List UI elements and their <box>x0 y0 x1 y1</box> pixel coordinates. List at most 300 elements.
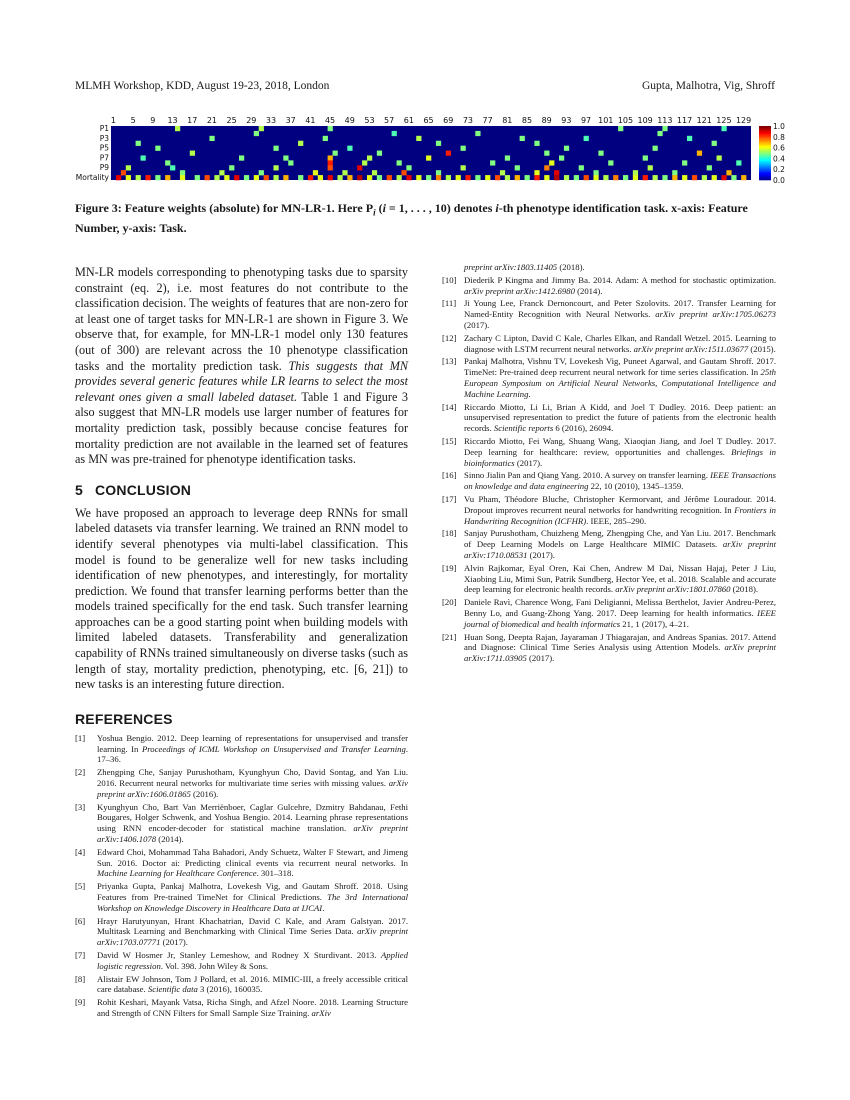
heatmap-cell <box>175 126 180 131</box>
heatmap-cell <box>436 141 441 146</box>
heatmap-cell <box>337 175 342 180</box>
reference-text: Rohit Keshari, Mayank Vatsa, Richa Singh, and Afzel Noore. 2018. Learning Structure and Strength of CNN Filters for Small Sample Size Training. <box>97 997 408 1018</box>
heatmap-cell <box>534 175 539 180</box>
heatmap-cell <box>372 170 377 175</box>
heatmap-cell <box>721 126 726 131</box>
reference-tail: (2014). <box>156 834 184 845</box>
y-tick-label: P5 <box>99 143 109 153</box>
heatmap-cell <box>264 175 269 180</box>
reference-item <box>442 402 776 434</box>
heatmap-cell <box>446 151 451 156</box>
heatmap-cell <box>461 165 466 170</box>
heatmap-cell <box>259 126 264 131</box>
heatmap-cell <box>618 126 623 131</box>
reference-item <box>442 262 776 273</box>
reference-tail: (2016). <box>190 788 219 799</box>
heatmap-cell <box>544 175 549 180</box>
heatmap-cell <box>180 170 185 175</box>
feature-weights-heatmap <box>75 112 785 184</box>
reference-tail: (2017). <box>527 549 555 560</box>
results-paragraph <box>75 265 408 468</box>
reference-number: [13] <box>442 356 457 367</box>
heatmap-cell <box>288 160 293 165</box>
heatmap-cell <box>613 175 618 180</box>
reference-venue: arXiv preprint arXiv:1606.01865 <box>97 778 408 799</box>
reference-venue: arXiv preprint arXiv:1710.08531 <box>464 539 776 560</box>
reference-venue: Briefings in bioinformatics <box>464 446 776 468</box>
x-tick-label: 53 <box>364 116 375 125</box>
reference-number: [2] <box>75 767 86 778</box>
x-tick-label: 85 <box>521 116 533 125</box>
heatmap-cell <box>653 175 658 180</box>
references-list-left <box>75 733 408 1019</box>
heatmap-background <box>111 126 751 180</box>
reference-venue: arXiv preprint arXiv:1703.07771 <box>97 926 408 948</box>
reference-text: Hrayr Harutyunyan, Hrant Khachatrian, David C Kale, and Aram Galstyan. 2017. Multitask Learning and Benchmarking with Clinical Time Series Data. <box>97 915 408 937</box>
heatmap-cell <box>190 151 195 156</box>
section-number: 5 <box>75 481 83 498</box>
heatmap-cell <box>406 165 411 170</box>
reference-text: Sinno Jialin Pan and Qiang Yang. 2010. A survey on transfer learning. <box>464 470 711 481</box>
reference-tail: 21, 1 (2017), 4–21. <box>620 618 689 629</box>
heatmap-cell <box>328 126 333 131</box>
reference-item <box>442 563 776 595</box>
reference-text: Zhengping Che, Sanjay Purushotham, Kyunghyun Cho, David Sontag, and Yan Liu. 2016. Recurrent neural networks for multivariate time series with missing values. <box>97 767 408 789</box>
heatmap-cell <box>416 136 421 141</box>
reference-venue: Frontiers in Handwriting Recognition (ICFHR) <box>464 504 776 526</box>
reference-venue: Proceedings of ICML Workshop on Unsupervised and Transfer Learning <box>141 743 406 754</box>
heatmap-cell <box>702 175 707 180</box>
heatmap-cell <box>559 155 564 160</box>
heatmap-cell <box>155 146 160 151</box>
heatmap-cell <box>692 175 697 180</box>
x-tick-label: 81 <box>502 116 513 125</box>
reference-item <box>442 275 776 297</box>
heatmap-cell <box>564 175 569 180</box>
x-tick-label: 109 <box>637 116 653 125</box>
y-tick-label: P9 <box>99 163 109 173</box>
heatmap-cell <box>283 155 288 160</box>
heatmap-cell <box>731 175 736 180</box>
heatmap-cell <box>313 170 318 175</box>
heatmap-cell <box>328 155 333 160</box>
heatmap-cell <box>593 170 598 175</box>
reference-tail: . 301–318. <box>256 868 294 879</box>
colorbar-tick-label: 1.0 <box>773 122 785 131</box>
heatmap-cell <box>633 170 638 175</box>
x-tick-label: 121 <box>696 116 712 125</box>
reference-item <box>75 767 408 799</box>
colorbar-segment <box>759 179 771 181</box>
heatmap-cell <box>273 165 278 170</box>
heatmap-cell <box>515 165 520 170</box>
reference-number: [8] <box>75 973 86 984</box>
reference-tail: . IEEE, 285–290. <box>586 515 647 526</box>
heatmap-cell <box>554 170 559 175</box>
reference-venue: arXiv preprint arXiv:1412.6980 <box>464 285 575 296</box>
caption-i: i <box>382 201 386 215</box>
heatmap-cell <box>662 175 667 180</box>
heatmap-cell <box>495 175 500 180</box>
reference-venue: arXiv preprint arXiv:1705.06273 <box>655 309 776 320</box>
reference-item <box>442 470 776 492</box>
heatmap-cell <box>603 175 608 180</box>
heatmap-cell <box>687 136 692 141</box>
heatmap-cell <box>436 175 441 180</box>
heatmap-cell <box>180 175 185 180</box>
heatmap-cell <box>116 175 121 180</box>
reference-venue: Scientific data <box>147 984 198 995</box>
reference-number: [19] <box>442 562 457 573</box>
reference-text: Edward Choi, Mohammad Taha Bahadori, Andy Schuetz, Walter F Stewart, and Jimeng Sun. 2016. Doctor ai: Predicting clinical events via recurrent neural networks. In <box>97 846 408 868</box>
references-heading: REFERENCES <box>75 710 173 727</box>
heatmap-cell <box>741 175 746 180</box>
heatmap-cell <box>165 175 170 180</box>
reference-venue: arXiv preprint arXiv:1406.1078 <box>97 823 408 845</box>
reference-item <box>442 632 776 664</box>
x-tick-label: 57 <box>384 116 395 125</box>
right-column <box>442 262 776 666</box>
x-tick-label: 117 <box>676 116 693 125</box>
caption-text3: = 1, . . . , 10) denotes <box>385 201 496 215</box>
x-tick-label: 105 <box>617 116 634 125</box>
reference-tail: (2017). <box>514 457 543 468</box>
section-5-heading <box>75 482 408 498</box>
reference-number: [21] <box>442 631 457 642</box>
colorbar-tick-label: 0.6 <box>773 143 785 153</box>
reference-tail: 6 (2016), 26094. <box>553 423 614 434</box>
x-tick-label: 61 <box>403 116 414 125</box>
conclusion-paragraph: We have proposed an approach to leverage deep RNNs for small labeled datasets via transfer learning. We trained an RNN model to identify several phenotypes via multi-label classification. This model is found to be generalize well for new tasks including identification of new phenotypes, and interestingly, for mortality prediction. We found that transfer learning performs better than the models trained specifically for the end task. Such transfer learning approaches can be a good starting point when building models with limited labeled datasets. Transferability and generalization capability of RNNs trained simultaneously on diverse tasks (such as length of stay, mortality prediction, phenotyping, etc. [6, 21]) to new tasks is an interesting future direction. <box>75 505 408 692</box>
reference-item <box>75 733 408 765</box>
x-tick-label: 65 <box>423 116 434 125</box>
heatmap-cell <box>397 175 402 180</box>
reference-venue: arXiv preprint arXiv:1511.03677 <box>633 343 749 354</box>
reference-venue: Machine Learning for Healthcare Conference <box>97 868 257 879</box>
heatmap-cell <box>593 175 598 180</box>
reference-tail: (2018). <box>557 262 585 272</box>
heatmap-cell <box>298 175 303 180</box>
heatmap-cell <box>653 146 658 151</box>
reference-tail: . 17–36. <box>97 743 408 765</box>
reference-venue: Scientific reports <box>493 423 554 434</box>
x-tick-label: 49 <box>344 116 355 125</box>
heatmap-cell <box>333 151 338 156</box>
reference-text: Alvin Rajkomar, Eyal Oren, Kai Chen, Andrew M Dai, Nissan Hajaj, Peter J Liu, Xiaobing Liu, Mimi Sun, Patrik Sundberg, Hector Yee, et al. 2018. Scalable and accurate deep learning for electronic health records. <box>464 562 776 595</box>
heatmap-cell <box>672 175 677 180</box>
x-tick-label: 21 <box>206 116 218 125</box>
reference-text: Daniele Ravì, Charence Wong, Fani Deligianni, Melissa Berthelot, Javier Andreu-Perez, Benny Lo, and Guang-Zhong Yang. 2017. Deep learning for health informatics. <box>464 597 776 618</box>
heatmap-cell <box>520 136 525 141</box>
heatmap-cell <box>141 155 146 160</box>
colorbar-tick-label: 0.4 <box>773 154 785 164</box>
reference-venue: arXiv <box>311 1007 331 1018</box>
reference-tail: . Vol. 398. John Wiley & Sons. <box>160 960 269 971</box>
reference-tail: (2015). <box>748 343 776 354</box>
colorbar-tick-label: 0.8 <box>773 132 785 142</box>
reference-text: Alistair EW Johnson, Tom J Pollard, et al. 2016. MIMIC-III, a freely accessible critical care database. <box>97 973 408 995</box>
heatmap-cell <box>475 131 480 136</box>
reference-item <box>442 528 776 560</box>
heatmap-cell <box>525 175 530 180</box>
reference-item <box>442 436 776 468</box>
heatmap-cell <box>397 160 402 165</box>
para1-b: Table 1 and Figure 3 also suggest that MN-LR models use larger number of features for mortality prediction task, possibly because concise features for mortality prediction are not available in the learned set of features as MN was pre-trained for phenotype identification tasks. <box>75 389 408 467</box>
reference-text: Ji Young Lee, Franck Dernoncourt, and Peter Szolovits. 2017. Transfer Learning for Named-Entity Recognition with Neural Networks. <box>464 298 776 320</box>
heatmap-cell <box>195 175 200 180</box>
heatmap-cell <box>554 175 559 180</box>
reference-tail: (2018). <box>730 584 759 595</box>
heatmap-cell <box>485 175 490 180</box>
heatmap-cell <box>357 175 362 180</box>
heatmap-cell <box>136 175 141 180</box>
reference-text: Pankaj Malhotra, Vishnu TV, Lovekesh Vig, Puneet Agarwal, and Gautam Shroff. 2017. TimeNet: Pre-trained deep recurrent neural network for time series classification. In <box>464 356 776 378</box>
reference-venue: IEEE journal of biomedical and health informatics <box>464 607 776 629</box>
reference-text: Yoshua Bengio. 2012. Deep learning of representations for unsupervised and transfer learning. In <box>97 732 408 754</box>
reference-number: [16] <box>442 470 457 481</box>
caption-text2: ( <box>375 201 383 215</box>
x-tick-label: 93 <box>561 116 572 125</box>
heatmap-cell <box>342 170 347 175</box>
heatmap-cell <box>392 131 397 136</box>
heatmap-cell <box>643 175 648 180</box>
reference-tail: (2017). <box>160 937 188 948</box>
x-tick-label: 69 <box>443 116 454 125</box>
heatmap-cell <box>643 155 648 160</box>
reference-text: Riccardo Miotto, Li Li, Brian A Kidd, and Joel T Dudley. 2016. Deep patient: an unsupervised representation to predict the future of patients from the electronic health records. <box>464 401 776 434</box>
x-tick-label: 101 <box>598 116 614 125</box>
heatmap-cell <box>707 165 712 170</box>
x-tick-label: 89 <box>541 116 552 125</box>
reference-number: [7] <box>75 949 86 960</box>
heatmap-cell <box>273 175 278 180</box>
reference-number: [17] <box>442 493 457 504</box>
heatmap-cell <box>544 151 549 156</box>
reference-item <box>75 974 408 996</box>
reference-venue: arXiv preprint arXiv:1711.03905 <box>464 642 776 664</box>
heatmap-cell <box>367 155 372 160</box>
heatmap-cell <box>229 165 234 170</box>
reference-number: [18] <box>442 528 457 539</box>
heatmap-cell <box>436 170 441 175</box>
reference-venue: The 3rd International Workshop on Knowledge Discovery in Healthcare Data at IJCAI <box>97 892 408 913</box>
heatmap-cell <box>712 141 717 146</box>
heatmap-cell <box>234 175 239 180</box>
reference-tail: 22, 10 (2010), 1345–1359. <box>588 481 684 492</box>
reference-tail: (2017). <box>526 653 555 664</box>
reference-text: David W Hosmer Jr, Stanley Lemeshow, and Rodney X Sturdivant. 2013. <box>97 949 381 960</box>
heatmap-cell <box>564 146 569 151</box>
reference-text: Diederik P Kingma and Jimmy Ba. 2014. Adam: A method for stochastic optimization. <box>464 274 776 285</box>
heatmap-cell <box>446 175 451 180</box>
reference-text: Huan Song, Deepta Rajan, Jayaraman J Thiagarajan, and Andreas Spanias. 2017. Attend and Diagnose: Clinical Time Series Analysis using Attention Models. <box>464 631 776 653</box>
reference-text: Kyunghyun Cho, Bart Van Merriënboer, Caglar Gulcehre, Dzmitry Bahdanau, Fethi Bougares, Holger Schwenk, and Yoshua Bengio. 2014. Learning phrase representations using RNN encoder-decoder for statistical machine translation. <box>97 801 408 834</box>
reference-venue: IEEE Transactions on knowledge and data engineering <box>464 470 776 492</box>
caption-i2: i <box>495 201 499 215</box>
para1-emphasis: This suggests that MN provides several generic features while LR learns to select the most relevant ones given a small labeled dataset. <box>75 358 408 404</box>
reference-text: Sanjay Purushotham, Chuizheng Meng, Zhengping Che, and Yan Liu. 2017. Benchmark of Deep Learning Models on Large Healthcare MIMIC Datasets. <box>464 528 776 550</box>
heatmap-cell <box>721 175 726 180</box>
caption-text4: -th phenotype identification task. x-axis: Feature Number, y-axis: Task. <box>75 201 748 236</box>
heatmap-cell <box>126 175 131 180</box>
heatmap-cell <box>377 151 382 156</box>
x-tick-label: 129 <box>735 116 752 125</box>
heatmap-cell <box>367 175 372 180</box>
reference-tail: . <box>528 388 531 399</box>
x-tick-label: 77 <box>482 116 493 125</box>
x-tick-label: 25 <box>226 116 237 125</box>
heatmap-cell <box>387 175 392 180</box>
reference-text: Vu Pham, Théodore Bluche, Christopher Kermorvant, and Jérôme Louradour. 2014. Dropout improves recurrent neural networks for handwriting recognition. In <box>464 493 776 515</box>
heatmap-cell <box>126 165 131 170</box>
heatmap-cell <box>682 160 687 165</box>
heatmap-cell <box>347 175 352 180</box>
reference-number: [9] <box>75 997 86 1008</box>
reference-venue: arXiv preprint arXiv:1801.07860 <box>615 584 731 595</box>
heatmap-cell <box>515 175 520 180</box>
heatmap-cell <box>712 175 717 180</box>
heatmap-cell <box>209 136 214 141</box>
colorbar-tick-label: 0.0 <box>773 176 785 184</box>
heatmap-cell <box>362 160 367 165</box>
heatmap-cell <box>224 175 229 180</box>
heatmap-cell <box>662 126 667 131</box>
left-column <box>75 265 408 1021</box>
reference-tail: (2014). <box>574 285 603 296</box>
heatmap-cell <box>219 170 224 175</box>
x-tick-label: 125 <box>716 116 732 125</box>
heatmap-cell <box>328 165 333 170</box>
reference-number: [1] <box>75 732 86 743</box>
reference-item <box>75 802 408 845</box>
heatmap-cell <box>254 175 259 180</box>
x-tick-label: 45 <box>324 116 336 125</box>
heatmap-cell <box>456 175 461 180</box>
heatmap-cell <box>534 170 539 175</box>
heatmap-cell <box>136 141 141 146</box>
x-tick-label: 13 <box>167 116 178 125</box>
reference-number: [10] <box>442 274 457 285</box>
heatmap-cell <box>549 160 554 165</box>
heatmap-cell <box>406 175 411 180</box>
x-tick-label: 17 <box>187 116 198 125</box>
reference-text: Zachary C Lipton, David C Kale, Charles Elkan, and Randall Wetzel. 2015. Learning to diagnose with LSTM recurrent neural networks. <box>464 332 776 354</box>
x-tick-label: 1 <box>110 116 117 125</box>
x-tick-label: 29 <box>246 116 257 125</box>
reference-number: [20] <box>442 597 457 608</box>
heatmap-cell <box>239 155 244 160</box>
heatmap-cell <box>717 155 722 160</box>
x-tick-label: 41 <box>305 116 316 125</box>
heatmap-cell <box>298 141 303 146</box>
reference-venue: preprint arXiv:1803.11405 <box>464 262 558 272</box>
heatmap-cell <box>465 175 470 180</box>
reference-number: [6] <box>75 915 86 926</box>
reference-item <box>75 950 408 972</box>
heatmap-cell <box>505 175 510 180</box>
x-tick-label: 113 <box>657 116 673 125</box>
heatmap-cell <box>657 131 662 136</box>
heatmap-cell <box>534 141 539 146</box>
heatmap-cell <box>608 160 613 165</box>
heatmap-cell <box>328 175 333 180</box>
reference-number: [3] <box>75 801 86 812</box>
heatmap-cell <box>145 175 150 180</box>
heatmap-cell <box>283 175 288 180</box>
heatmap-cell <box>579 165 584 170</box>
heatmap-cell <box>214 175 219 180</box>
heatmap-cell <box>426 175 431 180</box>
heatmap-cell <box>259 170 264 175</box>
reference-text: Riccardo Miotto, Fei Wang, Shuang Wang, Xiaoqian Jiang, and Joel T Dudley. 2017. Deep learning for healthcare: review, opportunities and challenges. <box>464 435 776 457</box>
heatmap-cell <box>347 146 352 151</box>
heatmap-cell <box>584 136 589 141</box>
heatmap-cell <box>170 165 175 170</box>
heatmap-cell <box>165 160 170 165</box>
x-tick-label: 9 <box>150 116 156 125</box>
heatmap-cell <box>633 175 638 180</box>
heatmap-cell <box>323 136 328 141</box>
heatmap-cell <box>544 165 549 170</box>
figure-caption <box>75 200 775 236</box>
running-header-left: MLMH Workshop, KDD, August 19-23, 2018, London <box>75 80 330 92</box>
caption-sub: i <box>373 207 376 218</box>
reference-item <box>442 298 776 330</box>
x-tick-label: 5 <box>130 116 136 125</box>
reference-item <box>75 881 408 913</box>
heatmap-cell <box>461 146 466 151</box>
reference-tail: . <box>322 902 325 913</box>
heatmap-cell <box>682 175 687 180</box>
y-tick-label: Mortality <box>75 173 109 183</box>
heatmap-cell <box>377 175 382 180</box>
heatmap-cell <box>155 175 160 180</box>
heatmap-cell <box>672 170 677 175</box>
reference-number: [4] <box>75 846 86 857</box>
heatmap-cell <box>308 175 313 180</box>
caption-text: Feature weights (absolute) for MN-LR-1. Here P <box>124 201 374 215</box>
reference-number: [14] <box>442 401 457 412</box>
heatmap-cell <box>584 175 589 180</box>
heatmap-cell <box>490 160 495 165</box>
running-header-right: Gupta, Malhotra, Vig, Shroff <box>641 80 775 92</box>
heatmap-cell <box>598 151 603 156</box>
x-tick-label: 37 <box>285 116 296 125</box>
heatmap-cell <box>273 146 278 151</box>
caption-label: Figure 3: <box>75 201 122 215</box>
reference-number: [12] <box>442 332 457 343</box>
heatmap-cell <box>726 170 731 175</box>
heatmap-cell <box>318 175 323 180</box>
y-tick-label: P7 <box>99 153 109 163</box>
reference-item <box>75 847 408 879</box>
heatmap-cell <box>505 155 510 160</box>
heatmap-cell <box>475 175 480 180</box>
reference-number: [5] <box>75 881 86 892</box>
heatmap-cell <box>574 175 579 180</box>
heatmap-cell <box>426 155 431 160</box>
section-title: CONCLUSION <box>95 481 192 498</box>
reference-text: Priyanka Gupta, Pankaj Malhotra, Lovekesh Vig, and Gautam Shroff. 2018. Using Features from Pre-trained TimeNet for Clinical Predictions. <box>97 881 408 902</box>
reference-venue: 25th European Symposium on Artificial Neural Networks, Computational Intelligence and Machine Learning <box>464 367 776 399</box>
y-tick-label: P1 <box>99 123 109 133</box>
heatmap-cell <box>697 151 702 156</box>
colorbar-tick-label: 0.2 <box>773 165 785 175</box>
reference-item <box>442 333 776 355</box>
x-tick-label: 73 <box>462 116 474 125</box>
heatmap-cell <box>401 170 406 175</box>
y-tick-label: P3 <box>99 133 109 143</box>
